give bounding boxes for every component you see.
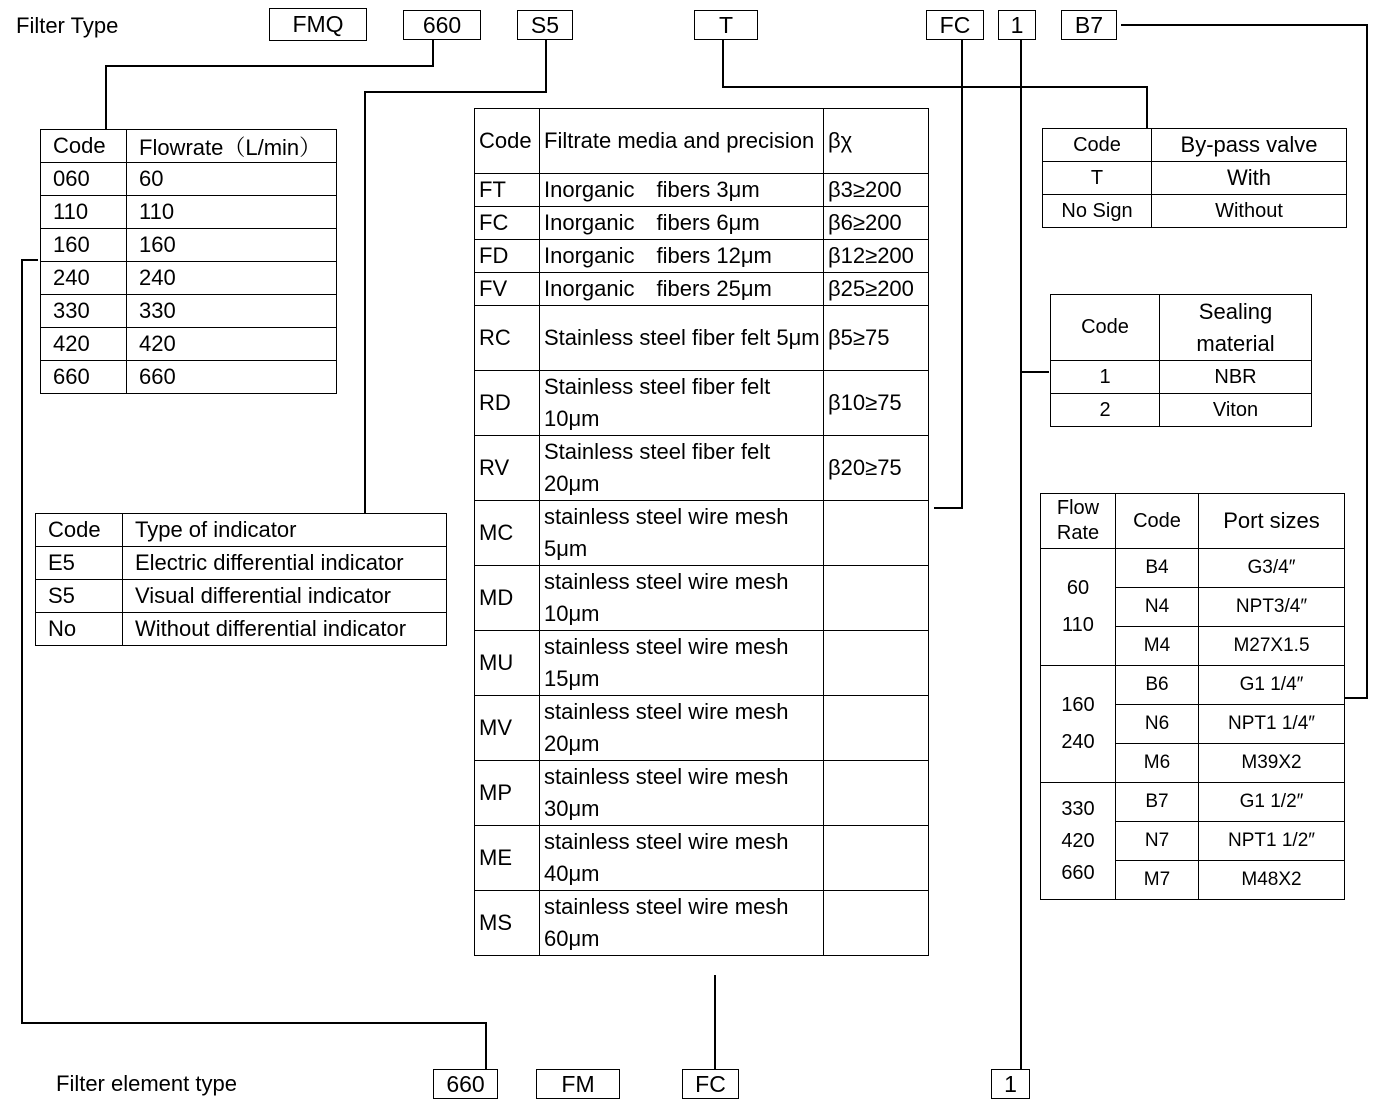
cell-code: N6: [1116, 705, 1199, 744]
connector-media: [934, 40, 962, 508]
cell-beta: [824, 501, 929, 566]
cell-code: RC: [475, 306, 540, 371]
cell-indicator: Visual differential indicator: [123, 580, 447, 613]
cell-flowrate: 660: [127, 361, 337, 394]
table-row: [1043, 162, 1347, 195]
connector-flowrate: [106, 40, 433, 130]
header-bypass: By-pass valve: [1152, 129, 1347, 162]
cell-beta: β25≥200: [824, 273, 929, 306]
code-box-sealing: 1: [998, 10, 1036, 40]
cell-code: E5: [36, 547, 123, 580]
flow-rate-value: 330: [1061, 798, 1095, 820]
sealing-table: [1050, 294, 1312, 427]
cell-code: M4: [1116, 627, 1199, 666]
media-table: [474, 108, 929, 956]
cell-indicator: Without differential indicator: [123, 613, 447, 646]
cell-code: 110: [41, 196, 127, 229]
table-row: [475, 761, 929, 826]
table-row: [1051, 394, 1312, 427]
filter-type-label: Filter Type: [16, 13, 119, 38]
flowrate-table: [40, 129, 337, 394]
flow-rate-value: 420: [1061, 830, 1095, 852]
header-flowrate: Flowrate（L/min）: [127, 130, 337, 163]
cell-port: M27X1.5: [1199, 627, 1345, 666]
cell-code: 240: [41, 262, 127, 295]
table-row: [475, 566, 929, 631]
cell-code: M7: [1116, 861, 1199, 900]
code-box-flowrate: 660: [403, 10, 481, 40]
cell-flowrate: 420: [127, 328, 337, 361]
cell-port: NPT1 1/2″: [1199, 822, 1345, 861]
cell-media: Inorganic fibers 25μm: [540, 273, 824, 306]
port-table: [1040, 493, 1345, 900]
cell-media: stainless steel wire mesh 10μm: [540, 566, 824, 631]
table-header-row: [1041, 494, 1345, 549]
cell-media: stainless steel wire mesh 60μm: [540, 891, 824, 956]
header-sealing: Sealing material: [1160, 295, 1312, 361]
cell-code: B4: [1116, 549, 1199, 588]
header-code: Code: [1043, 129, 1152, 162]
code-box-indicator: S5: [517, 10, 573, 40]
cell-code: No: [36, 613, 123, 646]
table-row: [41, 328, 337, 361]
cell-media: Stainless steel fiber felt 10μm: [540, 371, 824, 436]
cell-code: N4: [1116, 588, 1199, 627]
flow-rate-value: 110: [1062, 614, 1094, 636]
flow-rate-value: 660: [1061, 862, 1095, 884]
cell-bypass: Without: [1152, 195, 1347, 228]
cell-code: MV: [475, 696, 540, 761]
table-row: [41, 295, 337, 328]
cell-media: Stainless steel fiber felt 20μm: [540, 436, 824, 501]
cell-code: MD: [475, 566, 540, 631]
code-box-port: B7: [1061, 10, 1117, 40]
table-row: [475, 501, 929, 566]
cell-code: 1: [1051, 361, 1160, 394]
table-row: [36, 613, 447, 646]
header-code: Code: [1116, 494, 1199, 549]
table-row: [36, 580, 447, 613]
cell-beta: [824, 631, 929, 696]
cell-port: G1 1/4″: [1199, 666, 1345, 705]
cell-media: Inorganic fibers 3μm: [540, 174, 824, 207]
cell-flowrate: 330: [127, 295, 337, 328]
table-row: [1041, 666, 1345, 705]
header-code: Code: [36, 514, 123, 547]
cell-sealing: NBR: [1160, 361, 1312, 394]
bypass-table: [1042, 128, 1347, 228]
cell-beta: [824, 566, 929, 631]
cell-flowrate: 110: [127, 196, 337, 229]
cell-beta: [824, 891, 929, 956]
table-row: [475, 207, 929, 240]
indicator-table: [35, 513, 447, 646]
table-row: [475, 371, 929, 436]
cell-code: N7: [1116, 822, 1199, 861]
header-beta: βχ: [824, 109, 929, 174]
cell-code: RV: [475, 436, 540, 501]
table-row: [36, 547, 447, 580]
cell-port: M48X2: [1199, 861, 1345, 900]
cell-media: stainless steel wire mesh 5μm: [540, 501, 824, 566]
cell-code: S5: [36, 580, 123, 613]
table-row: [475, 174, 929, 207]
cell-code: B7: [1116, 783, 1199, 822]
table-row: [1041, 783, 1345, 822]
cell-code: MU: [475, 631, 540, 696]
code-box-fmq: FMQ: [269, 8, 367, 41]
cell-beta: β12≥200: [824, 240, 929, 273]
cell-beta: [824, 696, 929, 761]
cell-port: G1 1/2″: [1199, 783, 1345, 822]
cell-media: Stainless steel fiber felt 5μm: [540, 306, 824, 371]
header-flow-rate: Flow Rate: [1041, 494, 1116, 549]
cell-media: Inorganic fibers 12μm: [540, 240, 824, 273]
cell-code: FC: [475, 207, 540, 240]
cell-media: stainless steel wire mesh 20μm: [540, 696, 824, 761]
header-code: Code: [41, 130, 127, 163]
flow-rate-value: 60: [1066, 577, 1090, 599]
table-header-row: [1043, 129, 1347, 162]
cell-media: stainless steel wire mesh 30μm: [540, 761, 824, 826]
cell-code: FT: [475, 174, 540, 207]
cell-code: MP: [475, 761, 540, 826]
cell-code: M6: [1116, 744, 1199, 783]
cell-code: T: [1043, 162, 1152, 195]
code-box-media: FC: [926, 10, 984, 40]
flow-rate-value: 160: [1061, 694, 1095, 716]
table-row: [475, 631, 929, 696]
cell-flowrate: 240: [127, 262, 337, 295]
cell-sealing: Viton: [1160, 394, 1312, 427]
cell-code: 660: [41, 361, 127, 394]
filter-element-type-label: Filter element type: [56, 1071, 237, 1096]
table-header-row: [475, 109, 929, 174]
table-row: [41, 163, 337, 196]
cell-code: 160: [41, 229, 127, 262]
cell-media: stainless steel wire mesh 40μm: [540, 826, 824, 891]
table-row: [475, 273, 929, 306]
cell-code: 330: [41, 295, 127, 328]
cell-code: MS: [475, 891, 540, 956]
table-row: [41, 196, 337, 229]
cell-bypass: With: [1152, 162, 1347, 195]
header-code: Code: [1051, 295, 1160, 361]
cell-code: MC: [475, 501, 540, 566]
cell-flow-rate-group: [1041, 783, 1116, 900]
element-code-box-flowrate: 660: [433, 1069, 498, 1099]
cell-code: 2: [1051, 394, 1160, 427]
cell-code: 060: [41, 163, 127, 196]
cell-beta: β6≥200: [824, 207, 929, 240]
element-code-box-media: FC: [682, 1069, 739, 1099]
header-code: Code: [475, 109, 540, 174]
cell-code: FV: [475, 273, 540, 306]
cell-port: NPT1 1/4″: [1199, 705, 1345, 744]
cell-code: FD: [475, 240, 540, 273]
cell-media: stainless steel wire mesh 15μm: [540, 631, 824, 696]
table-row: [475, 306, 929, 371]
cell-beta: β20≥75: [824, 436, 929, 501]
cell-code: B6: [1116, 666, 1199, 705]
table-header-row: [41, 130, 337, 163]
cell-code: 420: [41, 328, 127, 361]
cell-code: RD: [475, 371, 540, 436]
table-row: [41, 229, 337, 262]
table-row: [475, 826, 929, 891]
header-port: Port sizes: [1199, 494, 1345, 549]
cell-media: Inorganic fibers 6μm: [540, 207, 824, 240]
table-row: [1051, 361, 1312, 394]
cell-indicator: Electric differential indicator: [123, 547, 447, 580]
table-row: [475, 891, 929, 956]
cell-beta: β5≥75: [824, 306, 929, 371]
cell-flow-rate-group: [1041, 666, 1116, 783]
cell-beta: [824, 761, 929, 826]
header-media: Filtrate media and precision: [540, 109, 824, 174]
cell-beta: [824, 826, 929, 891]
cell-port: NPT3/4″: [1199, 588, 1345, 627]
table-header-row: [1051, 295, 1312, 361]
cell-code: No Sign: [1043, 195, 1152, 228]
cell-flowrate: 60: [127, 163, 337, 196]
cell-port: M39X2: [1199, 744, 1345, 783]
header-indicator: Type of indicator: [123, 514, 447, 547]
cell-flow-rate-group: [1041, 549, 1116, 666]
table-row: [1041, 549, 1345, 588]
element-code-box-fm: FM: [536, 1069, 620, 1099]
code-box-bypass: T: [694, 10, 758, 40]
table-row: [475, 240, 929, 273]
table-row: [41, 262, 337, 295]
cell-port: G3/4″: [1199, 549, 1345, 588]
element-code-box-sealing: 1: [991, 1069, 1030, 1099]
cell-beta: β10≥75: [824, 371, 929, 436]
table-row: [1043, 195, 1347, 228]
table-row: [475, 696, 929, 761]
cell-code: ME: [475, 826, 540, 891]
flow-rate-value: 240: [1061, 731, 1095, 753]
table-row: [475, 436, 929, 501]
table-header-row: [36, 514, 447, 547]
cell-flowrate: 160: [127, 229, 337, 262]
table-row: [41, 361, 337, 394]
cell-beta: β3≥200: [824, 174, 929, 207]
